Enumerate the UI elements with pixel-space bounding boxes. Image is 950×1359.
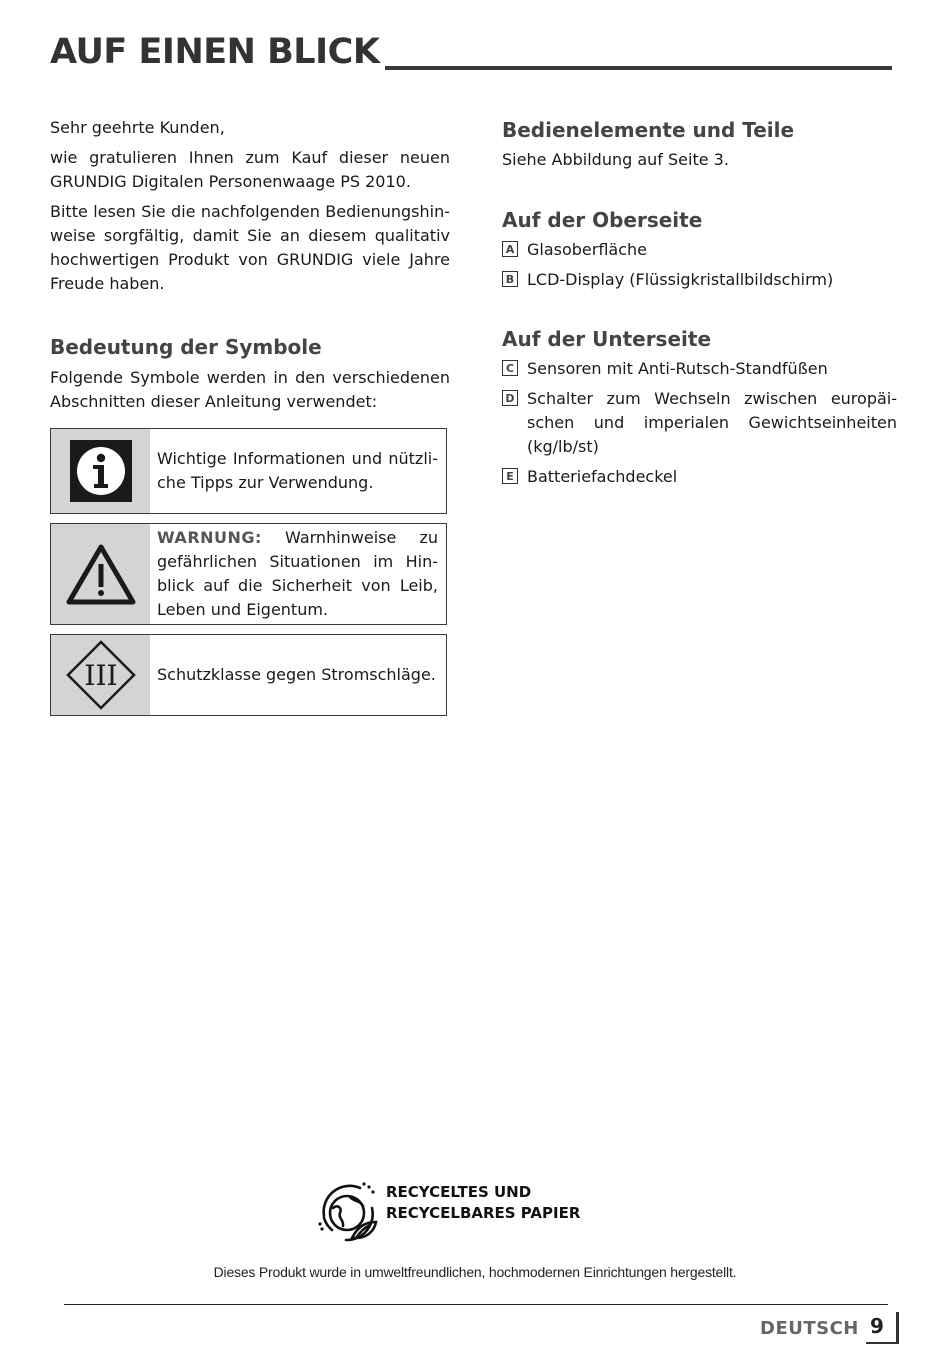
recycle-line-1: RECYCELTES UND [386, 1183, 532, 1201]
eco-note: Dieses Produkt wurde in umweltfreundlichen, hochmodernen Einrichtungen hergestellt. [213, 1264, 737, 1280]
left-column [50, 116, 450, 716]
protection-symbol-box [50, 634, 447, 716]
warning-text: Warnhinweise zu gefährlichen Situationen im Hinblick auf die Sicherheit von Leib, Leben und Eigentum. [157, 528, 438, 619]
protection-class-iii-icon [51, 635, 150, 715]
protection-glyph: III [83, 659, 118, 692]
protection-symbol-text [150, 635, 446, 715]
list-item [502, 268, 897, 292]
info-icon [51, 429, 150, 513]
warning-symbol-text [150, 524, 446, 624]
list-item [502, 387, 897, 459]
top-side-heading: Auf der Oberseite [502, 208, 703, 232]
warning-triangle-icon [51, 524, 150, 624]
warning-label: WARNUNG: [157, 528, 262, 547]
recycle-label [386, 1182, 580, 1224]
info-text: Wichtige Informationen und nützliche Tipps zur Verwendung. [157, 449, 438, 492]
item-letter: E [502, 468, 518, 484]
recycle-line-2: RECYCELBARES PAPIER [386, 1204, 581, 1222]
symbols-intro: Folgende Symbole werden in den verschiedenen Abschnitten dieser Anleitung verwendet: [50, 368, 450, 411]
item-text: Batteriefachdeckel [527, 467, 678, 486]
intro-paragraph-1: wie gratulieren Ihnen zum Kauf dieser neuen GRUNDIG Digitalen Personenwaage PS 2010. [50, 148, 450, 191]
item-letter: B [502, 271, 518, 287]
item-letter: D [502, 390, 518, 406]
greeting: Sehr geehrte Kunden, [50, 118, 225, 137]
intro-paragraph-2: Bitte lesen Sie die nachfolgenden Bedienungshinweise sorgfältig, damit Sie an diesem qualitativ hochwertigen Produkt von GRUNDIG viele Jahre Freude haben. [50, 202, 450, 293]
item-letter: C [502, 360, 518, 376]
controls-text: Siehe Abbildung auf Seite 3. [502, 150, 729, 169]
controls-heading: Bedienelemente und Teile [502, 118, 795, 142]
list-item [502, 357, 897, 381]
item-text: Glasoberfläche [527, 240, 648, 259]
symbols-heading: Bedeutung der Symbole [50, 335, 322, 359]
info-symbol-box [50, 428, 447, 514]
info-symbol-text [150, 429, 446, 513]
bottom-side-heading: Auf der Unterseite [502, 327, 712, 351]
item-text: LCD-Display (Flüssigkristallbildschirm) [527, 270, 834, 289]
list-item [502, 238, 897, 262]
item-letter: A [502, 241, 518, 257]
warning-symbol-box [50, 523, 447, 625]
footer-rule [64, 1304, 888, 1305]
list-item [502, 465, 897, 489]
top-side-list [502, 238, 897, 292]
recycled-paper-icon [316, 1178, 380, 1250]
recycled-paper-badge [316, 1178, 616, 1250]
bottom-side-list [502, 357, 897, 489]
page-number-base [866, 1342, 899, 1344]
right-column [502, 116, 897, 489]
page-title: AUF EINEN BLICK [50, 32, 380, 72]
protection-text: Schutzklasse gegen Stromschläge. [157, 665, 436, 684]
header-rule [385, 66, 892, 70]
item-text: Sensoren mit Anti-Rutsch-Standfüßen [527, 359, 828, 378]
page-number: 9 [870, 1314, 884, 1338]
page-number-bar [896, 1312, 899, 1344]
page-header [50, 30, 892, 74]
item-text: Schalter zum Wechseln zwischen europäischen und imperialen Gewichtseinheiten (kg/lb/st) [527, 389, 897, 456]
footer-language: DEUTSCH [760, 1318, 859, 1339]
